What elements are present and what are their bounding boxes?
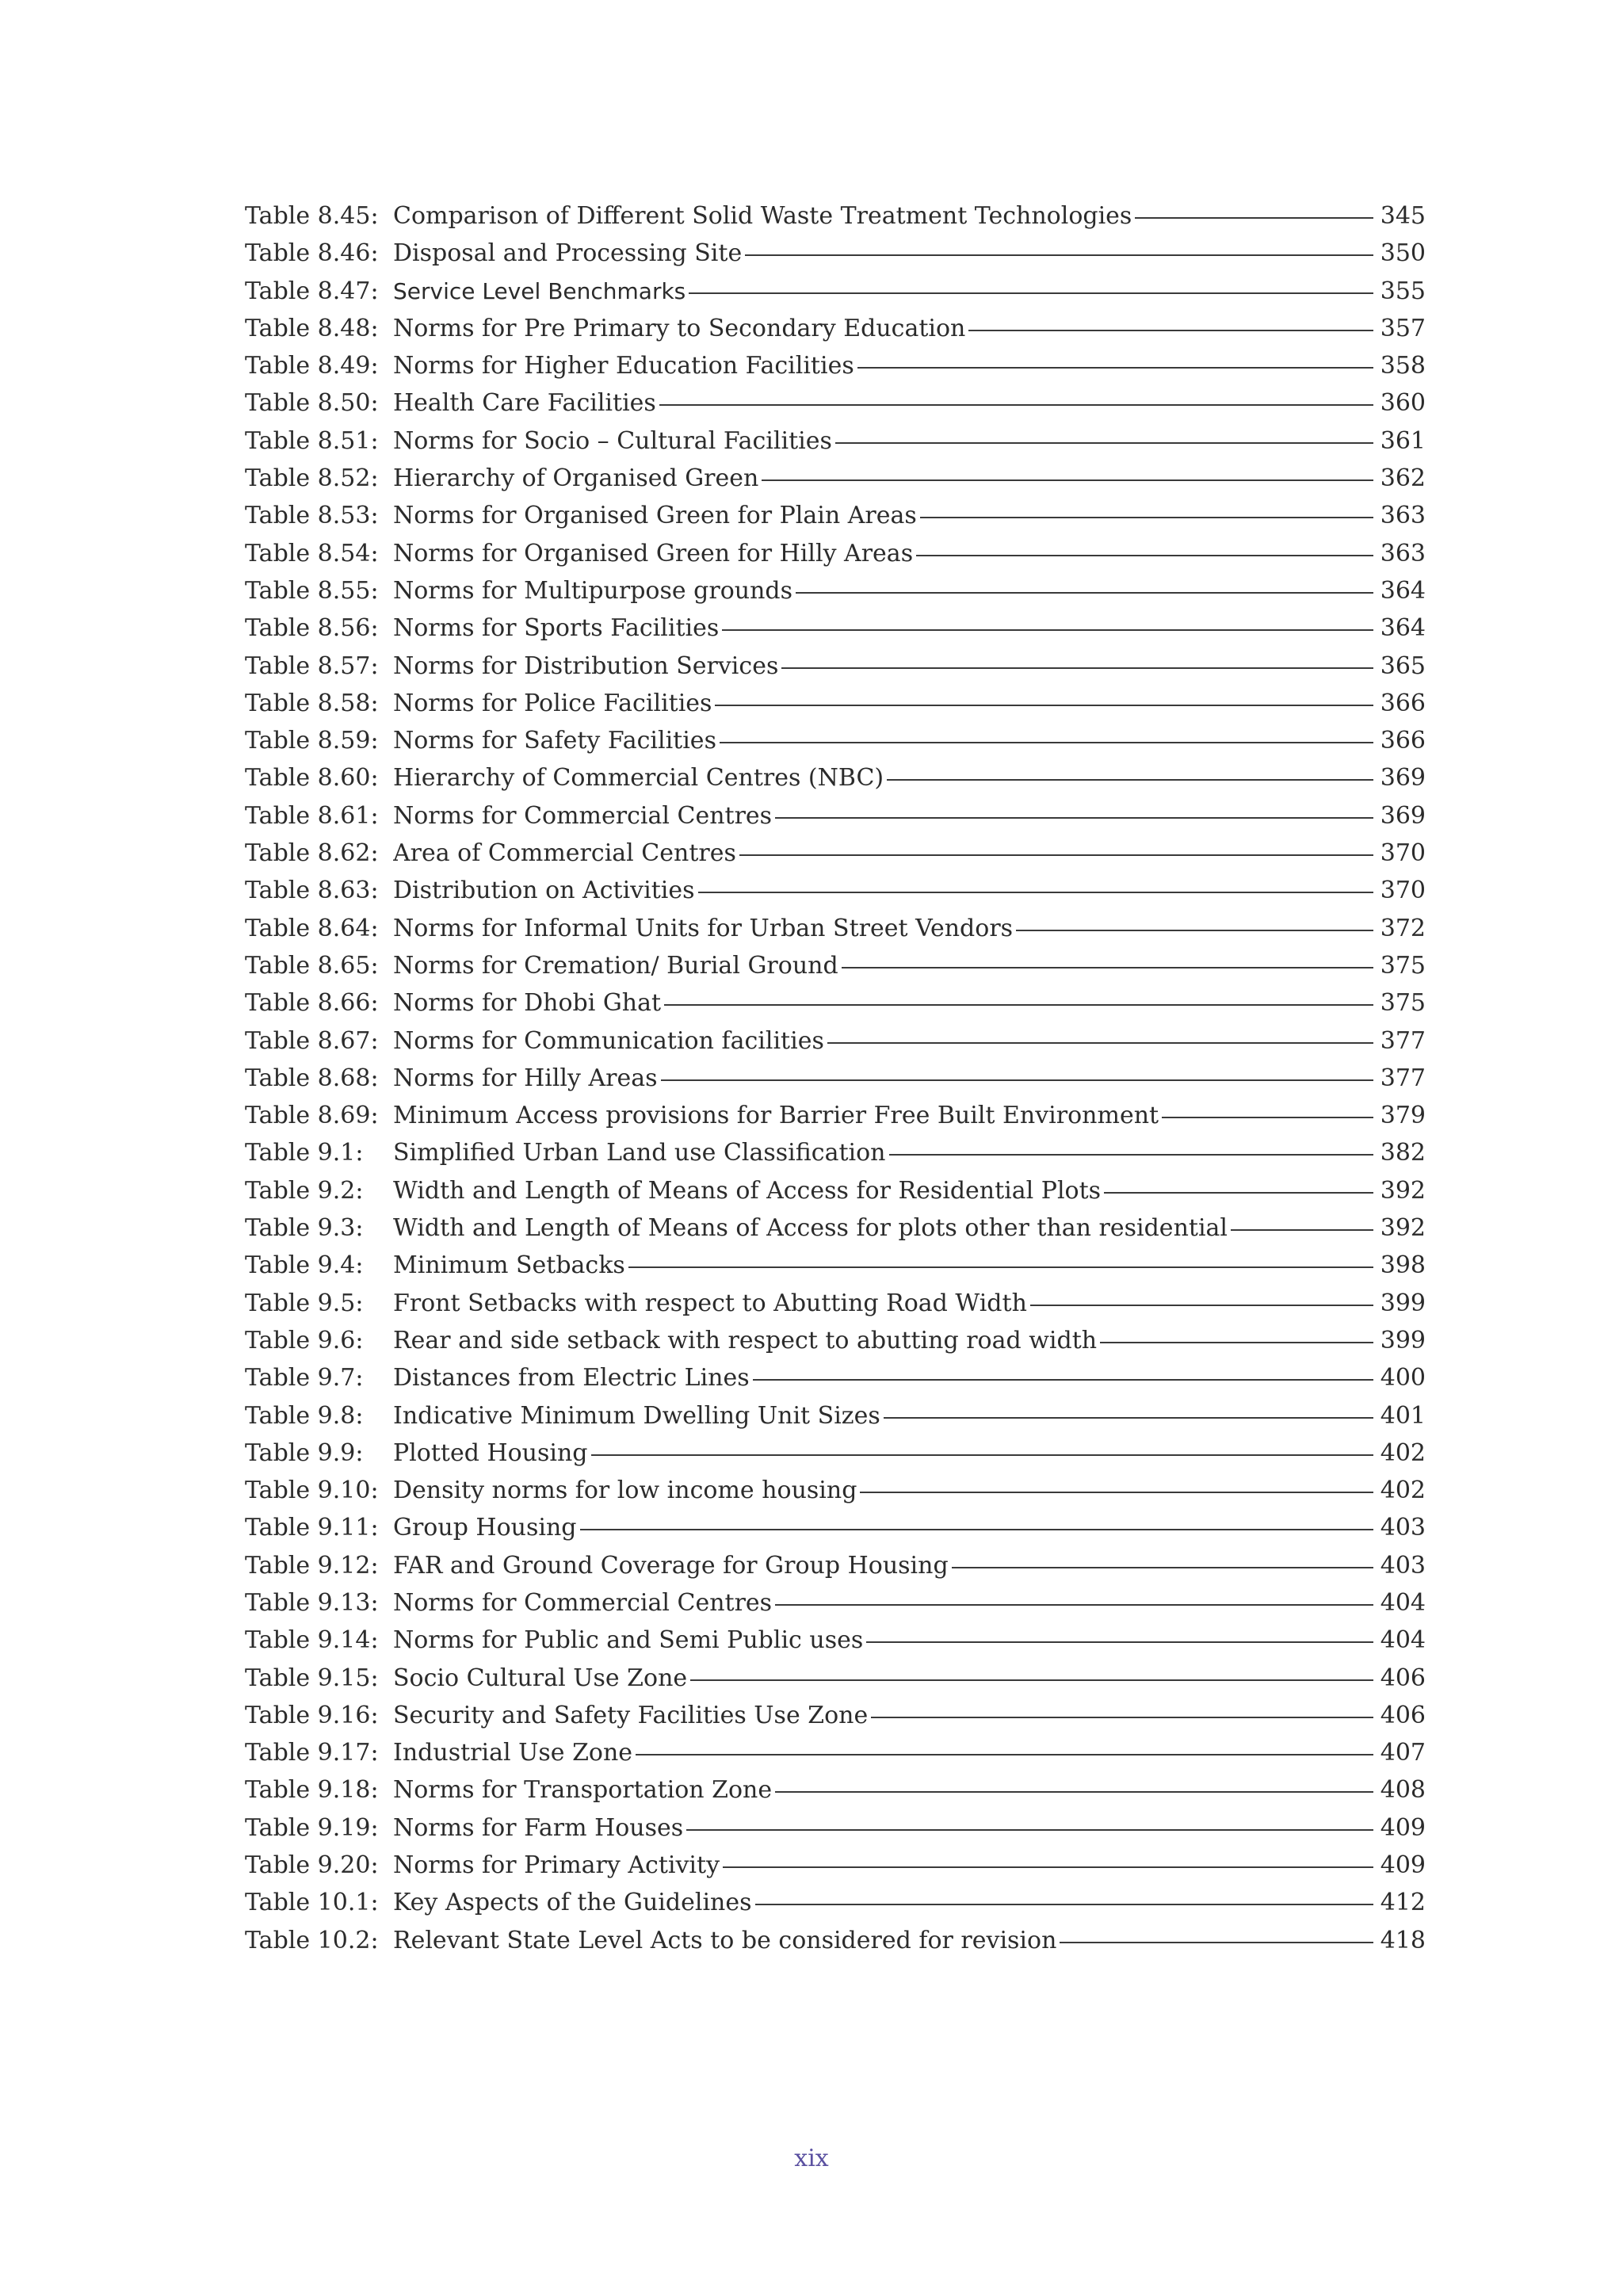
toc-entry-title: Norms for Pre Primary to Secondary Education [393,314,966,342]
toc-leader-line [842,967,1373,968]
toc-entry-label: Table 8.61: [245,801,379,830]
toc-entry-label: Table 9.9: [245,1438,364,1467]
toc-entry-title: Relevant State Level Acts to be considered for revision [393,1926,1057,1954]
toc-entry-label: Table 9.19: [245,1813,379,1842]
toc-entry-title: FAR and Ground Coverage for Group Housing [393,1551,949,1580]
toc-entry-page: 350 [1380,239,1426,268]
toc-entry-title: Width and Length of Means of Access for Residential Plots [393,1176,1102,1205]
toc-leader-line [720,742,1373,743]
toc-entry-page: 399 [1380,1326,1426,1354]
toc-entry-label: Table 8.55: [245,576,379,605]
toc-leader-line [889,1154,1374,1156]
toc-entry-label: Table 8.58: [245,689,379,717]
toc-leader-line [796,592,1373,594]
toc-entry-title: Norms for Distribution Services [393,651,779,680]
toc-leader-line [698,892,1373,893]
toc-entry[interactable] [245,1809,1426,1847]
toc-entry[interactable] [245,1509,1426,1546]
toc-entry-page: 369 [1380,801,1426,830]
toc-entry-title: Norms for Dhobi Ghat [393,989,662,1018]
toc-entry[interactable] [245,1622,1426,1659]
toc-entry-page: 361 [1380,426,1426,455]
toc-entry-label: Table 8.60: [245,764,379,793]
toc-entry-label: Table 8.56: [245,614,379,643]
toc-entry-title: Norms for Socio – Cultural Facilities [393,426,832,455]
toc-entry-title: Minimum Setbacks [393,1251,625,1280]
toc-entry-title: Norms for Police Facilities [393,689,712,717]
toc-entry-title: Norms for Commercial Centres [393,1588,773,1617]
toc-entry-page: 366 [1380,727,1426,755]
toc-leader-line [781,667,1373,669]
toc-entry-page: 377 [1380,1064,1426,1092]
toc-entry-title: Comparison of Different Solid Waste Treatment Technologies [393,202,1132,230]
toc-entry-title: Minimum Access provisions for Barrier Free Built Environment [393,1102,1159,1130]
toc-entry[interactable] [245,648,1426,685]
toc-entry-page: 406 [1380,1701,1426,1729]
toc-entry-title: Norms for Higher Education Facilities [393,352,854,380]
toc-leader-line [866,1641,1373,1643]
toc-entry[interactable] [245,685,1426,722]
toc-leader-line [1030,1305,1373,1306]
toc-entry-label: Table 8.51: [245,426,379,455]
toc-entry[interactable] [245,797,1426,835]
toc-entry-page: 406 [1380,1664,1426,1692]
toc-entry-label: Table 8.62: [245,839,379,868]
toc-entry[interactable] [245,1285,1426,1322]
toc-entry-page: 369 [1380,764,1426,793]
toc-entry-label: Table 9.15: [245,1664,379,1692]
toc-entry[interactable] [245,1734,1426,1771]
toc-entry-page: 364 [1380,614,1426,643]
toc-leader-line [952,1567,1373,1568]
toc-entry-title: Distances from Electric Lines [393,1364,750,1392]
toc-leader-line [628,1266,1373,1268]
toc-leader-line [591,1454,1373,1456]
toc-entry[interactable] [245,1134,1426,1171]
toc-entry-page: 358 [1380,352,1426,380]
toc-leader-line [1231,1229,1373,1231]
toc-entry[interactable] [245,759,1426,797]
toc-entry-page: 363 [1380,502,1426,530]
toc-entry[interactable] [245,609,1426,647]
toc-leader-line [968,330,1373,331]
toc-entry-page: 362 [1380,464,1426,493]
toc-entry-title: Disposal and Processing Site [393,239,743,268]
toc-entry-title: Density norms for low income housing [393,1477,857,1505]
toc-leader-line [755,1904,1373,1905]
toc-entry-page: 355 [1380,277,1426,305]
toc-entry-title: Service Level Benchmarks [393,277,686,304]
toc-entry-title: Norms for Hilly Areas [393,1064,658,1092]
toc-entry-page: 404 [1380,1626,1426,1655]
toc-entry-label: Table 8.48: [245,314,379,342]
toc-entry-page: 398 [1380,1251,1426,1280]
toc-entry-label: Table 9.18: [245,1776,379,1805]
toc-entry-page: 375 [1380,989,1426,1018]
toc-entry[interactable] [245,1922,1426,1959]
toc-entry-label: Table 8.67: [245,1026,379,1055]
toc-leader-line [857,367,1373,369]
toc-leader-line [1104,1192,1373,1194]
toc-leader-line [775,1604,1373,1606]
toc-entry[interactable] [245,347,1426,384]
toc-entry-page: 363 [1380,539,1426,567]
toc-entry[interactable] [245,1771,1426,1809]
toc-entry-title: Area of Commercial Centres [393,839,736,868]
toc-leader-line [827,1042,1373,1044]
toc-entry[interactable] [245,235,1426,272]
toc-entry[interactable] [245,1247,1426,1284]
toc-entry-label: Table 8.63: [245,877,379,905]
toc-entry-label: Table 10.1: [245,1889,379,1917]
toc-entry-label: Table 8.52: [245,464,379,493]
toc-entry-page: 379 [1380,1102,1426,1130]
toc-entry-label: Table 8.68: [245,1064,379,1092]
toc-entry-label: Table 9.17: [245,1739,379,1767]
toc-leader-line [775,817,1373,819]
toc-leader-line [753,1379,1373,1381]
toc-entry-label: Table 8.49: [245,352,379,380]
toc-entry-title: Health Care Facilities [393,389,656,418]
toc-entry[interactable] [245,1547,1426,1584]
toc-entry-page: 409 [1380,1851,1426,1880]
toc-entry-page: 360 [1380,389,1426,418]
toc-leader-line [884,1417,1373,1419]
toc-entry-page: 401 [1380,1401,1426,1430]
toc-entry-label: Table 9.13: [245,1588,379,1617]
toc-entry-label: Table 9.3: [245,1214,364,1243]
toc-entry-page: 357 [1380,314,1426,342]
toc-entry-title: Norms for Public and Semi Public uses [393,1626,864,1655]
toc-entry-label: Table 9.7: [245,1364,364,1392]
toc-entry-label: Table 8.50: [245,389,379,418]
toc-leader-line [762,479,1373,481]
toc-entry-label: Table 8.57: [245,651,379,680]
toc-entry-title: Norms for Transportation Zone [393,1776,773,1805]
toc-entry-page: 372 [1380,914,1426,942]
toc-entry-label: Table 9.11: [245,1514,379,1542]
toc-entry-title: Norms for Communication facilities [393,1026,824,1055]
toc-entry[interactable] [245,1435,1426,1472]
toc-entry-page: 407 [1380,1739,1426,1767]
toc-entry-label: Table 8.59: [245,727,379,755]
toc-entry-label: Table 8.54: [245,539,379,567]
page-number: xix [794,2145,829,2172]
toc-entry[interactable] [245,273,1426,310]
toc-entry-label: Table 8.69: [245,1102,379,1130]
toc-entry-title: Security and Safety Facilities Use Zone [393,1701,869,1729]
toc-leader-line [722,629,1373,631]
toc-entry[interactable] [245,984,1426,1022]
toc-entry-page: 370 [1380,877,1426,905]
toc-entry-label: Table 9.2: [245,1176,364,1205]
toc-entry-page: 375 [1380,951,1426,980]
toc-entry[interactable] [245,1060,1426,1097]
toc-entry-label: Table 9.12: [245,1551,379,1580]
toc-entry[interactable] [245,1022,1426,1060]
toc-entry[interactable] [245,310,1426,347]
toc-entry-title: Norms for Informal Units for Urban Street Vendors [393,914,1014,942]
toc-entry-page: 392 [1380,1176,1426,1205]
toc-entry[interactable] [245,384,1426,422]
toc-entry[interactable] [245,1697,1426,1734]
toc-leader-line [775,1791,1373,1793]
toc-entry-page: 403 [1380,1514,1426,1542]
toc-entry-title: Indicative Minimum Dwelling Unit Sizes [393,1401,880,1430]
toc-leader-line [723,1866,1373,1868]
toc-entry-title: Front Setbacks with respect to Abutting Road Width [393,1289,1027,1317]
toc-entry-title: Norms for Sports Facilities [393,614,720,643]
toc-leader-line [1016,930,1373,931]
toc-entry-page: 402 [1380,1438,1426,1467]
toc-entry-page: 404 [1380,1588,1426,1617]
toc-entry[interactable] [245,535,1426,572]
toc-entry-title: Width and Length of Means of Access for plots other than residential [393,1214,1228,1243]
toc-entry-label: Table 9.8: [245,1401,364,1430]
toc-entry-label: Table 8.46: [245,239,379,268]
toc-entry-label: Table 9.14: [245,1626,379,1655]
toc-entry-label: Table 9.4: [245,1251,364,1280]
toc-leader-line [580,1529,1374,1530]
toc-entry[interactable] [245,722,1426,759]
toc-entry-title: Norms for Safety Facilities [393,727,716,755]
toc-entry[interactable] [245,1209,1426,1247]
toc-entry-title: Norms for Farm Houses [393,1813,684,1842]
toc-entry[interactable] [245,1322,1426,1359]
toc-entry-title: Norms for Organised Green for Plain Areas [393,502,917,530]
toc-entry-title: Industrial Use Zone [393,1739,633,1767]
toc-entry-page: 418 [1380,1926,1426,1954]
toc-entry-page: 377 [1380,1026,1426,1055]
toc-leader-line [664,1004,1373,1006]
toc-entry-label: Table 9.16: [245,1701,379,1729]
toc-entry-title: Norms for Multipurpose grounds [393,576,793,605]
toc-entry-title: Simplified Urban Land use Classification [393,1139,886,1167]
toc-leader-line [636,1754,1373,1755]
toc-entry-label: Table 8.47: [245,277,379,305]
toc-entry-page: 366 [1380,689,1426,717]
toc-entry[interactable] [245,497,1426,534]
toc-entry-title: Socio Cultural Use Zone [393,1664,688,1692]
toc-entry-label: Table 10.2: [245,1926,379,1954]
toc-leader-line [661,1079,1373,1081]
toc-entry[interactable] [245,572,1426,609]
toc-entry-page: 412 [1380,1889,1426,1917]
toc-leader-line [887,779,1373,781]
toc-entry-label: Table 9.10: [245,1477,379,1505]
toc-entry[interactable] [245,422,1426,460]
toc-entry-title: Norms for Cremation/ Burial Ground [393,951,838,980]
toc-leader-line [1135,217,1373,219]
toc-leader-line [690,1679,1373,1681]
toc-entry[interactable] [245,1660,1426,1697]
toc-entry-page: 403 [1380,1551,1426,1580]
toc-entry-page: 400 [1380,1364,1426,1392]
toc-entry-page: 370 [1380,839,1426,868]
toc-entry-title: Norms for Commercial Centres [393,801,773,830]
toc-leader-line [835,442,1373,444]
toc-leader-line [860,1492,1373,1493]
toc-entry-page: 365 [1380,651,1426,680]
toc-entry-label: Table 8.65: [245,951,379,980]
toc-entry-page: 364 [1380,576,1426,605]
toc-entry[interactable] [245,947,1426,984]
toc-leader-line [916,555,1373,556]
toc-entry-label: Table 8.64: [245,914,379,942]
toc-entry-title: Key Aspects of the Guidelines [393,1889,752,1917]
toc-entry-page: 382 [1380,1139,1426,1167]
toc-leader-line [871,1717,1373,1718]
toc-leader-line [745,254,1373,256]
toc-entry[interactable] [245,1847,1426,1884]
toc-entry-label: Table 8.45: [245,202,379,230]
toc-entry-label: Table 8.53: [245,502,379,530]
toc-entry-label: Table 9.5: [245,1289,364,1317]
toc-entry[interactable] [245,1884,1426,1921]
toc-entry-label: Table 9.20: [245,1851,379,1880]
toc-entry[interactable] [245,1397,1426,1435]
toc-entry-title: Distribution on Activities [393,877,695,905]
toc-entry[interactable] [245,835,1426,872]
toc-entry-label: Table 9.1: [245,1139,364,1167]
toc-entry[interactable] [245,1172,1426,1209]
toc-entry[interactable] [245,910,1426,947]
toc-entry[interactable] [245,1097,1426,1134]
toc-entry-page: 392 [1380,1214,1426,1243]
toc-entry[interactable] [245,197,1426,235]
toc-entry-page: 399 [1380,1289,1426,1317]
toc-entry-title: Hierarchy of Organised Green [393,464,759,493]
toc-entry-title: Norms for Organised Green for Hilly Areas [393,539,914,567]
toc-entry-page: 402 [1380,1477,1426,1505]
toc-leader-line [689,292,1373,294]
toc-entry-page: 408 [1380,1776,1426,1805]
toc-leader-line [1100,1342,1373,1343]
toc-leader-line [920,517,1373,518]
toc-entry-title: Rear and side setback with respect to abutting road width [393,1326,1098,1354]
toc-entry[interactable] [245,1472,1426,1509]
toc-entry-page: 345 [1380,202,1426,230]
toc-entry-title: Group Housing [393,1514,577,1542]
list-of-tables [245,197,1426,1959]
toc-leader-line [715,705,1373,706]
toc-entry-title: Plotted Housing [393,1438,588,1467]
toc-leader-line [686,1829,1373,1831]
toc-entry-page: 409 [1380,1813,1426,1842]
toc-leader-line [739,854,1373,856]
toc-entry-title: Norms for Primary Activity [393,1851,720,1880]
toc-leader-line [1162,1117,1373,1118]
toc-entry-label: Table 8.66: [245,989,379,1018]
toc-entry-label: Table 9.6: [245,1326,364,1354]
toc-entry[interactable] [245,460,1426,497]
toc-leader-line [659,404,1373,406]
toc-entry[interactable] [245,1584,1426,1622]
toc-leader-line [1060,1942,1373,1943]
toc-entry-title: Hierarchy of Commercial Centres (NBC) [393,764,884,793]
toc-entry[interactable] [245,1359,1426,1396]
toc-entry[interactable] [245,872,1426,909]
